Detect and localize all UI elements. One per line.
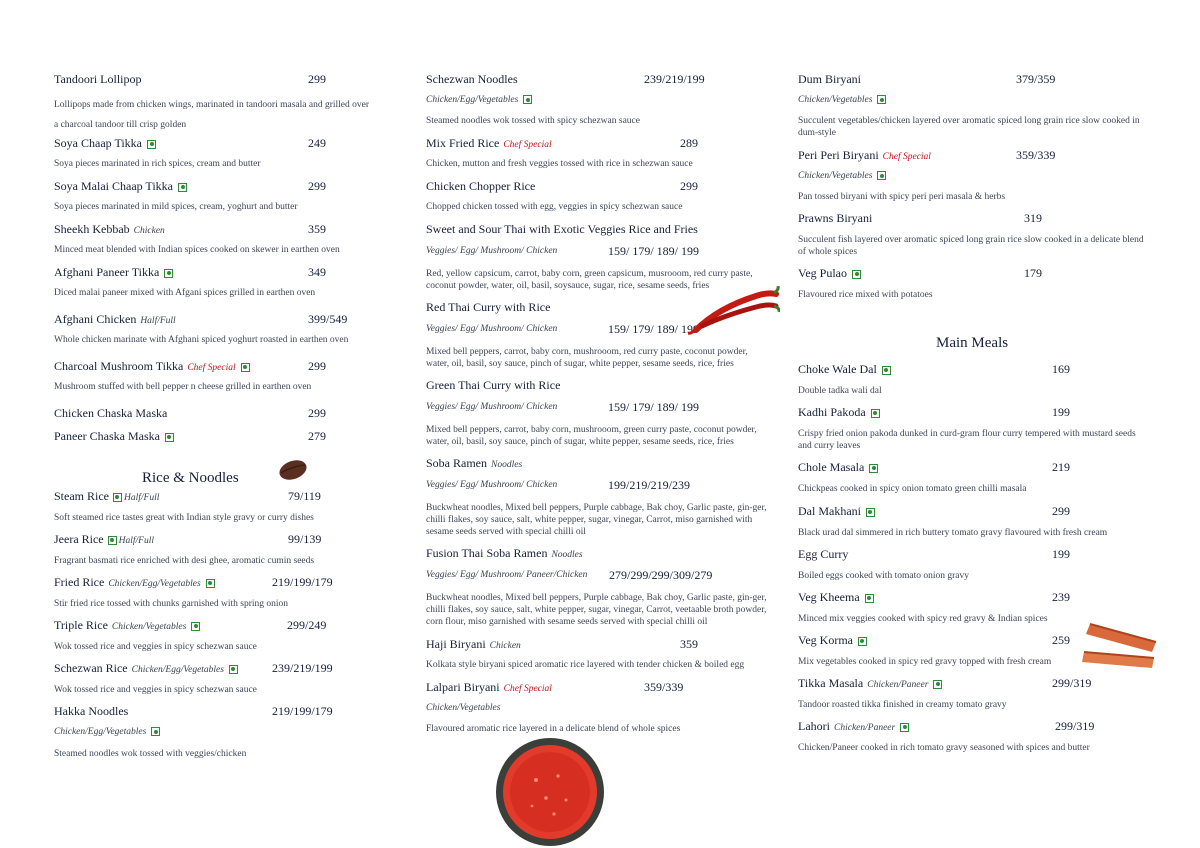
item-description: Mixed bell peppers, carrot, baby corn, mushrooom, green curry paste, coconut powder, water, oil, basil, soy sauce, pinch of sugar, white pepper, sesame seeds, rice, fries: [426, 425, 757, 447]
variant-text: Chicken/Egg/Vegetables: [426, 95, 519, 105]
item-description: Diced malai paneer mixed with Afgani spices grilled in earthen oven: [54, 288, 316, 298]
item-tag: Chicken: [133, 226, 165, 236]
item-description: Chicken/Paneer cooked in rich tomato gravy seasoned with spices and butter: [798, 743, 1090, 753]
item-name: Egg Curry: [798, 547, 849, 561]
veg-mark-icon: [900, 723, 909, 732]
item-description: Double tadka wali dal: [798, 386, 882, 396]
item-price: 359: [680, 637, 698, 651]
item-name: Mix Fried Rice: [426, 136, 500, 150]
item-description: Red, yellow capsicum, carrot, baby corn, green capsicum, musrooom, red curry paste, coconut powder, water, oil, basil, soysauce, sugar, rice, sesame seeds, fries: [426, 269, 753, 291]
chef-special-tag: Chef Special: [503, 684, 552, 694]
veg-mark-icon: [523, 95, 532, 104]
item-description: Mixed bell peppers, carrot, baby corn, mushrooom, red curry paste, coconut powder, water, oil, basil, soy sauce, pinch of sugar, white pepper, sesame seeds, rice, fries: [426, 347, 748, 369]
veg-mark-icon: [858, 637, 867, 646]
item-price: 379/359: [1016, 72, 1056, 86]
item-price: 239/219/199: [272, 661, 333, 675]
item-price: 359/339: [1016, 148, 1056, 162]
item-price: 159/ 179/ 189/ 199: [608, 244, 700, 258]
veg-mark-icon: [147, 140, 156, 149]
item-description: Flavoured rice mixed with potatoes: [798, 290, 933, 300]
item-name: Prawns Biryani: [798, 211, 873, 225]
item-name: Schezwan Noodles: [426, 72, 518, 86]
item-variants: [426, 95, 532, 105]
item-description: Lollipops made from chicken wings, marinated in tandoori masala and grilled over a charcoal tandoor till crisp golden: [54, 100, 369, 130]
item-name: Soya Chaap Tikka: [54, 136, 143, 150]
item-name: Sweet and Sour Thai with Exotic Veggies Rice and Fries: [426, 222, 698, 236]
item-tag: Chicken/Vegetables: [111, 622, 187, 632]
item-description: Wok tossed rice and veggies in spicy schezwan sauce: [54, 642, 257, 652]
item-price: 199/219/219/239: [608, 478, 691, 492]
item-name: Chole Masala: [798, 460, 865, 474]
item-tag: Chicken/Egg/Vegetables: [108, 579, 201, 589]
variant-text: Chicken/Vegetables: [798, 171, 873, 181]
item-price: 159/ 179/ 189/ 199: [608, 322, 700, 336]
item-price: 199: [1052, 547, 1070, 561]
item-name: Charcoal Mushroom Tikka: [54, 359, 184, 373]
item-price: 319: [1024, 211, 1042, 225]
item-name: Chicken Chaska Maska: [54, 406, 168, 420]
item-price: 359/339: [644, 680, 684, 694]
veg-mark-icon: [178, 183, 187, 192]
item-price: 359: [308, 222, 326, 236]
item-price: 299: [308, 406, 326, 420]
item-name: Soya Malai Chaap Tikka: [54, 179, 173, 193]
item-price: 219: [1052, 460, 1070, 474]
item-price: 299: [308, 359, 326, 373]
item-description: Chicken, mutton and fresh veggies tossed with rice in schezwan sauce: [426, 159, 693, 169]
item-description: Soya pieces marinated in rich spices, cream and butter: [54, 159, 261, 169]
item-name: Dal Makhani: [798, 504, 861, 518]
item-name: Veg Kheema: [798, 590, 860, 604]
item-name: Veg Pulao: [798, 266, 847, 280]
item-variants: Veggies/ Egg/ Mushroom/ Chicken: [426, 246, 558, 256]
item-name: Fusion Thai Soba Ramen: [426, 546, 548, 560]
item-description: Soya pieces marinated in mild spices, cream, yoghurt and butter: [54, 202, 298, 212]
item-name: Red Thai Curry with Rice: [426, 300, 551, 314]
item-price: 219/199/179: [272, 704, 333, 718]
item-name: Jeera Rice: [54, 532, 104, 546]
cinnamon-sticks-icon: [1078, 612, 1162, 672]
item-variants: [54, 727, 160, 737]
item-name: Paneer Chaska Maska: [54, 429, 160, 443]
item-price: 299: [1052, 504, 1070, 518]
item-tag: Noodles: [491, 460, 523, 470]
item-price: 219/199/179: [272, 575, 333, 589]
item-tag: Chicken/Paneer: [867, 680, 929, 690]
section-heading-main-meals: Main Meals: [936, 335, 1009, 351]
item-name: Lahori: [798, 719, 830, 733]
item-description: Pan tossed biryani with spicy peri peri masala & herbs: [798, 192, 1006, 202]
item-name: Dum Biryani: [798, 72, 861, 86]
item-variants: Veggies/ Egg/ Mushroom/ Chicken: [426, 480, 558, 490]
item-description: Chopped chicken tossed with egg, veggies in spicy schezwan sauce: [426, 202, 683, 212]
item-name: Fried Rice: [54, 575, 105, 589]
veg-mark-icon: [164, 269, 173, 278]
veg-mark-icon: [869, 464, 878, 473]
item-description: Flavoured aromatic rice layered in a delicate blend of whole spices: [426, 724, 681, 734]
item-name: Tandoori Lollipop: [54, 72, 142, 86]
item-price: 99/139: [288, 532, 322, 546]
item-description: Succulent fish layered over aromatic spiced long grain rice slow cooked in a delicate blend of whole spices: [798, 235, 1144, 257]
item-description: Boiled eggs cooked with tomato onion gravy: [798, 571, 969, 581]
chilli-peppers-icon: [688, 286, 780, 336]
item-variants: Veggies/ Egg/ Mushroom/ Chicken: [426, 402, 558, 412]
item-description: Crispy fried onion pakoda dunked in curd-gram flour curry tempered with mustard seeds and curry leaves: [798, 429, 1136, 451]
veg-mark-icon: [206, 579, 215, 588]
item-name: Choke Wale Dal: [798, 362, 877, 376]
item-description: Fragrant basmati rice enriched with desi ghee, aromatic cumin seeds: [54, 556, 315, 566]
item-description: Buckwheat noodles, Mixed bell peppers, Purple cabbage, Bak choy, Garlic paste, gin-ger, chilli flakes, soy sauce, salt, white pepper, sugar, vinegar, Carrot, miso garnished with sesame seeds served with special chilli oil: [426, 503, 767, 537]
item-price: 259: [1052, 633, 1070, 647]
item-description: Chickpeas cooked in spicy onion tomato green chilli masala: [798, 484, 1027, 494]
cardamom-pod-icon: [277, 456, 309, 484]
item-price: 179: [1024, 266, 1042, 280]
item-price: 239/219/199: [644, 72, 705, 86]
veg-mark-icon: [877, 171, 886, 180]
section-heading-rice-noodles: Rice & Noodles: [142, 470, 239, 486]
veg-mark-icon: [151, 727, 160, 736]
item-price: 299/319: [1052, 676, 1092, 690]
item-variants: Chicken/Vegetables: [426, 703, 501, 713]
item-name: Haji Biryani: [426, 637, 486, 651]
item-name: Chicken Chopper Rice: [426, 179, 536, 193]
item-tag: Chicken: [489, 641, 521, 651]
sauce-bowl-icon: [494, 736, 606, 848]
veg-mark-icon: [229, 665, 238, 674]
item-variants: Veggies/ Egg/ Mushroom/ Chicken: [426, 324, 558, 334]
item-price: 279: [308, 429, 326, 443]
item-description: Steamed noodles wok tossed with spicy schezwan sauce: [426, 116, 640, 126]
item-description: Succulent vegetables/chicken layered over aromatic spiced long grain rice slow cooked in dum-style: [798, 116, 1140, 138]
item-description: Steamed noodles wok tossed with veggies/chicken: [54, 749, 247, 759]
item-tag: Noodles: [551, 550, 583, 560]
item-tag: Half/Full: [123, 493, 160, 503]
veg-mark-icon: [165, 433, 174, 442]
veg-mark-icon: [113, 493, 122, 502]
item-name: Lalpari Biryani: [426, 680, 500, 694]
item-name: Green Thai Curry with Rice: [426, 378, 561, 392]
item-description: Minced meat blended with Indian spices cooked on skewer in earthen oven: [54, 245, 340, 255]
veg-mark-icon: [871, 409, 880, 418]
item-price: 399/549: [308, 312, 348, 326]
veg-mark-icon: [866, 508, 875, 517]
item-price: 169: [1052, 362, 1070, 376]
item-name: Kadhi Pakoda: [798, 405, 866, 419]
item-price: 159/ 179/ 189/ 199: [608, 400, 700, 414]
chef-special-tag: Chef Special: [503, 140, 552, 150]
item-tag: Chicken/Egg/Vegetables: [131, 665, 224, 675]
item-variants: [798, 171, 886, 181]
item-tag: Chicken/Paneer: [834, 723, 896, 733]
item-description: Black urad dal simmered in rich buttery tomato gravy flavoured with fresh cream: [798, 528, 1108, 538]
veg-mark-icon: [108, 536, 117, 545]
veg-mark-icon: [877, 95, 886, 104]
item-variants: [798, 95, 886, 105]
veg-mark-icon: [933, 680, 942, 689]
item-name: Tikka Masala: [798, 676, 864, 690]
item-name: Triple Rice: [54, 618, 108, 632]
item-price: 349: [308, 265, 326, 279]
item-description: Wok tossed rice and veggies in spicy schezwan sauce: [54, 685, 257, 695]
item-tag: Half/Full: [140, 316, 176, 326]
item-variants: Veggies/ Egg/ Mushroom/ Paneer/Chicken: [426, 570, 588, 580]
item-description: Mix vegetables cooked in spicy red gravy topped with fresh cream: [798, 657, 1052, 667]
item-name: Afghani Paneer Tikka: [54, 265, 160, 279]
item-tag: Half/Full: [118, 536, 155, 546]
item-price: 249: [308, 136, 326, 150]
item-description: Tandoor roasted tikka finished in creamy tomato gravy: [798, 700, 1007, 710]
item-price: 299/319: [1055, 719, 1095, 733]
item-name: Soba Ramen: [426, 456, 487, 470]
veg-mark-icon: [852, 270, 861, 279]
variant-text: Chicken/Vegetables: [798, 95, 873, 105]
veg-mark-icon: [191, 622, 200, 631]
veg-mark-icon: [241, 363, 250, 372]
variant-text: Chicken/Egg/Vegetables: [54, 727, 147, 737]
item-price: 279/299/299/309/279: [609, 568, 713, 582]
item-price: 299: [308, 72, 326, 86]
item-description: Minced mix veggies cooked with spicy red gravy & Indian spices: [798, 614, 1048, 624]
item-price: 239: [1052, 590, 1070, 604]
chef-special-tag: Chef Special: [882, 152, 931, 162]
item-price: 299/249: [287, 618, 327, 632]
item-description: Mushroom stuffed with bell pepper n cheese grilled in earthen oven: [54, 382, 312, 392]
item-description: Stir fried rice tossed with chunks garnished with spring onion: [54, 599, 289, 609]
item-name: Afghani Chicken: [54, 312, 137, 326]
item-price: 79/119: [288, 489, 321, 503]
veg-mark-icon: [882, 366, 891, 375]
item-name: Steam Rice: [54, 489, 109, 503]
item-price: 289: [680, 136, 698, 150]
item-description: Kolkata style biryani spiced aromatic rice layered with tender chicken & boiled egg: [426, 660, 745, 670]
item-name: Veg Korma: [798, 633, 853, 647]
item-description: Soft steamed rice tastes great with Indian style gravy or curry dishes: [54, 513, 314, 523]
item-description: Whole chicken marinate with Afghani spiced yoghurt roasted in earthen oven: [54, 335, 349, 345]
item-price: 299: [308, 179, 326, 193]
item-price: 299: [680, 179, 698, 193]
item-description: Buckwheat noodles, Mixed bell peppers, Purple cabbage, Bak choy, Garlic paste, gin-ger, chilli flakes, soy sauce, salt, white pepper, sugar, vinegar, Carrot, veetaable broth powder, corn flour, miso garnished with sesame seeds served with special chilli oil: [426, 593, 767, 627]
item-name: Sheekh Kebbab: [54, 222, 130, 236]
item-name: Hakka Noodles: [54, 704, 129, 718]
item-name: Peri Peri Biryani: [798, 148, 879, 162]
veg-mark-icon: [865, 594, 874, 603]
chef-special-tag: Chef Special: [187, 363, 236, 373]
item-price: 199: [1052, 405, 1070, 419]
item-name: Schezwan Rice: [54, 661, 128, 675]
